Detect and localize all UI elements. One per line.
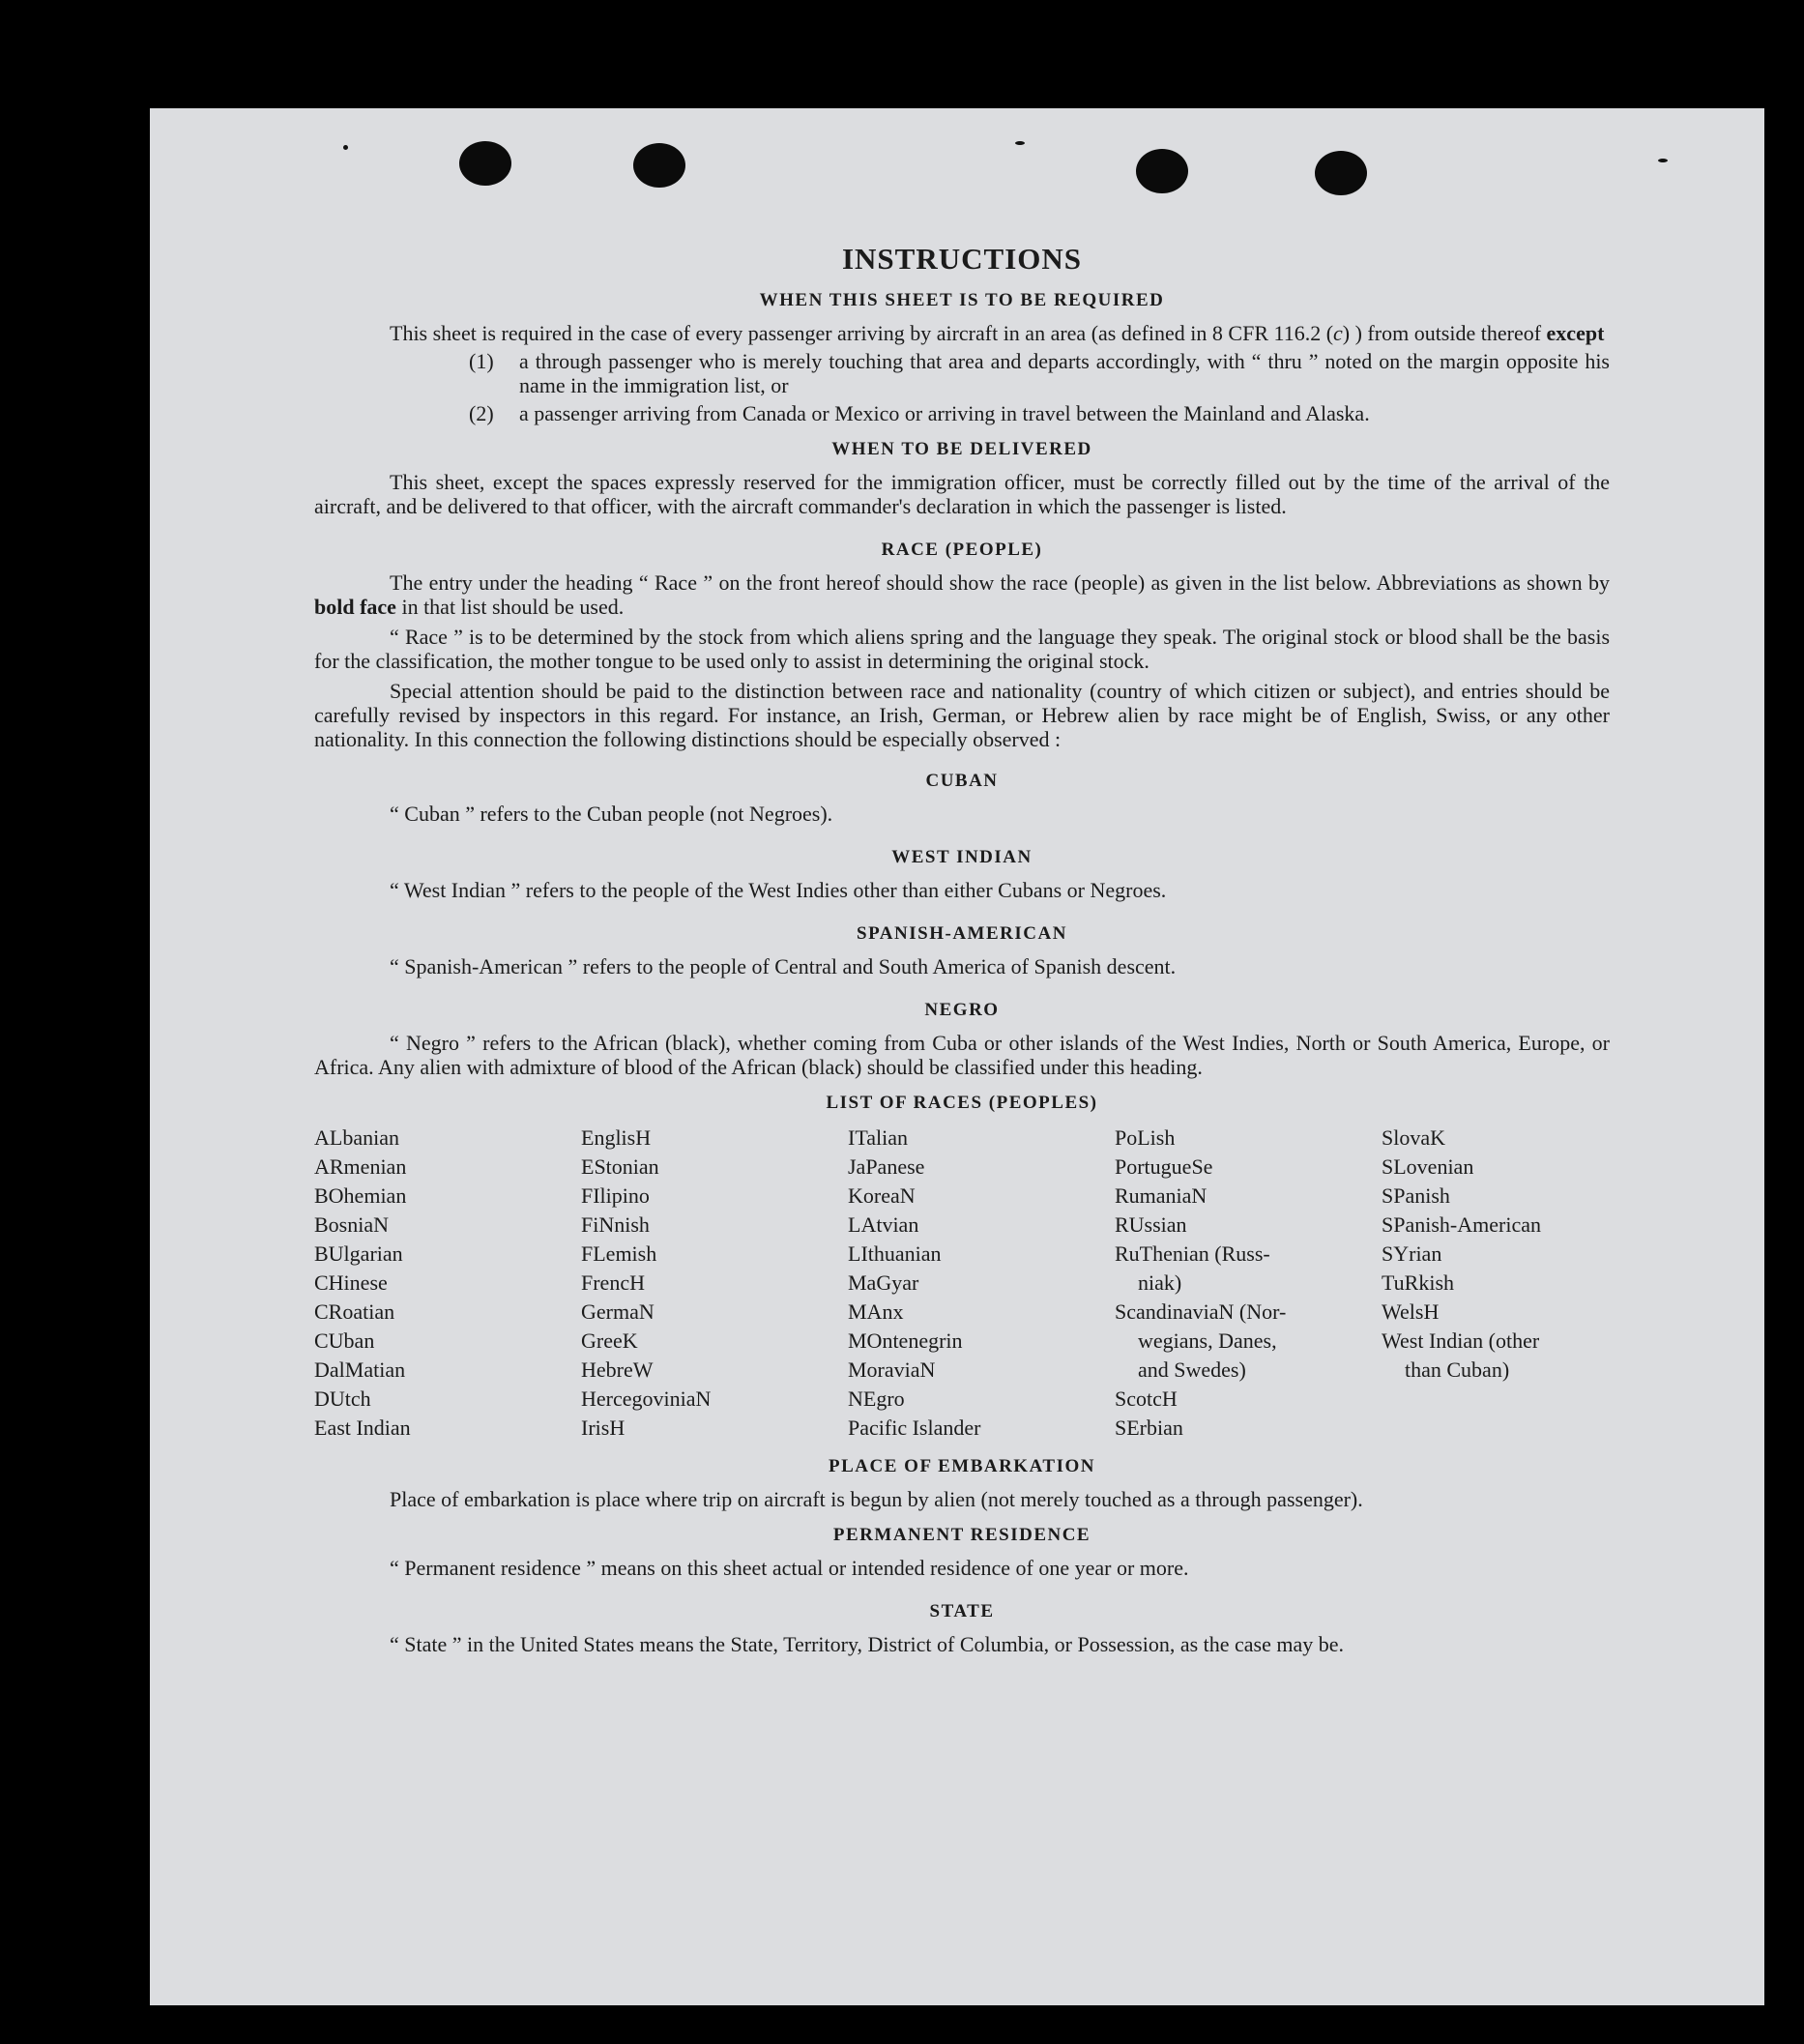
list-item: MOntenegrin xyxy=(848,1329,963,1353)
race-column xyxy=(1382,1124,1614,1443)
list-item: ALbanian xyxy=(314,1125,399,1150)
list-item: NEgro xyxy=(848,1387,905,1411)
list-item: DUtch xyxy=(314,1387,371,1411)
west-indian-text: “ West Indian ” refers to the people of the West Indies other than either Cubans or Negroes. xyxy=(390,878,1167,902)
list-item: SPanish xyxy=(1382,1183,1450,1208)
section-heading: RACE (PEOPLE) xyxy=(881,540,1043,560)
required-intro: This sheet is required in the case of every passenger arriving by aircraft in an area (as defined in 8 CFR 116.2 (c) ) from outside thereof except xyxy=(390,321,1605,345)
list-item: Pacific Islander xyxy=(848,1416,981,1440)
negro-text: “ Negro ” refers to the African (black), whether coming from Cuba or other islands of the West Indies, North or South America, Europe, or Africa. Any alien with admixture of blood of the African (black) should be classified under this heading. xyxy=(314,1031,1610,1079)
list-item: BOhemian xyxy=(314,1183,407,1208)
section-heading: NEGRO xyxy=(924,1000,1000,1020)
section-heading: WEST INDIAN xyxy=(891,847,1033,867)
list-item: than Cuban) xyxy=(1405,1358,1510,1382)
list-item: WelsH xyxy=(1382,1299,1440,1324)
section-heading: LIST OF RACES (PEOPLES) xyxy=(826,1093,1098,1113)
list-item: MAnx xyxy=(848,1299,904,1324)
spanish-american-text: “ Spanish-American ” refers to the people of Central and South America of Spanish descent. xyxy=(390,954,1177,978)
list-item: FiNnish xyxy=(581,1212,650,1237)
list-item: ScotcH xyxy=(1115,1387,1178,1411)
section-heading: STATE xyxy=(929,1601,995,1621)
list-item: GreeK xyxy=(581,1329,638,1353)
list-item: RumaniaN xyxy=(1115,1183,1208,1208)
list-item: FrencH xyxy=(581,1270,645,1295)
race-column xyxy=(581,1124,848,1443)
list-item: LAtvian xyxy=(848,1212,919,1237)
list-item: wegians, Danes, xyxy=(1138,1329,1277,1353)
list-item: HercegovinіaN xyxy=(581,1387,712,1411)
residence-text: “ Permanent residence ” means on this sheet actual or intended residence of one year or more. xyxy=(390,1556,1189,1580)
list-item: FLemish xyxy=(581,1241,657,1266)
list-item: ScandinaviaN (Nor- xyxy=(1115,1299,1287,1324)
embarkation-text: Place of embarkation is place where trip on aircraft is begun by alien (not merely touched as a through passenger). xyxy=(390,1487,1363,1511)
race-paragraph: Special attention should be paid to the distinction between race and nationality (country of which citizen or subject), and entries should be carefully revised by inspectors in this regard. For instance, an Irish, German, or Hebrew alien by race might be of English, Swiss, or any other nationality. In this connection the following distinctions should be especially observed : xyxy=(314,679,1610,751)
list-item: RuThenian (Russ- xyxy=(1115,1241,1270,1266)
punch-hole xyxy=(1136,149,1188,193)
list-item: RUssian xyxy=(1115,1212,1187,1237)
speck xyxy=(1658,159,1668,162)
list-item: LIthuanian xyxy=(848,1241,942,1266)
instructions-body xyxy=(314,242,1610,1656)
list-item: DalMatian xyxy=(314,1358,406,1382)
list-item: SErbian xyxy=(1115,1416,1183,1440)
list-item: PoLish xyxy=(1115,1125,1176,1150)
list-item: KoreaN xyxy=(848,1183,916,1208)
list-item: HebreW xyxy=(581,1358,654,1382)
document-page xyxy=(150,108,1764,2005)
speck xyxy=(1015,141,1025,145)
section-heading: PLACE OF EMBARKATION xyxy=(829,1456,1095,1476)
speck xyxy=(343,145,348,150)
list-item: PortugueSe xyxy=(1115,1154,1213,1179)
page-title: INSTRUCTIONS xyxy=(841,242,1082,276)
punch-hole xyxy=(459,141,511,186)
list-item: and Swedes) xyxy=(1138,1358,1246,1382)
section-heading: SPANISH-AMERICAN xyxy=(857,923,1067,944)
cuban-text: “ Cuban ” refers to the Cuban people (not Negroes). xyxy=(390,802,833,826)
delivered-text: This sheet, except the spaces expressly reserved for the immigration officer, must be correctly filled out by the time of the arrival of the aircraft, and be delivered to that officer, with the aircraft commander's declaration in which the passenger is listed. xyxy=(314,470,1610,518)
list-item: SlovaK xyxy=(1382,1125,1445,1150)
list-item: BUlgarian xyxy=(314,1241,403,1266)
punch-hole xyxy=(1315,151,1367,195)
list-item: niak) xyxy=(1138,1270,1182,1295)
list-item: EStonian xyxy=(581,1154,659,1179)
section-heading: WHEN TO BE DELIVERED xyxy=(831,439,1092,459)
list-item: ITalian xyxy=(848,1125,908,1150)
exception-item: (1) a through passenger who is merely touching that area and departs accordingly, with “ thru ” noted on the margin opposite his name in the immigration list, or xyxy=(469,349,1610,397)
list-item: SYrian xyxy=(1382,1241,1442,1266)
race-paragraph: The entry under the heading “ Race ” on the front hereof should show the race (people) as given in the list below. Abbreviations as shown by bold face in that list should be used. xyxy=(314,570,1610,619)
list-item: ARmenian xyxy=(314,1154,407,1179)
section-heading: WHEN THIS SHEET IS TO BE REQUIRED xyxy=(759,290,1165,310)
race-column xyxy=(314,1124,581,1443)
race-paragraph: “ Race ” is to be determined by the stock from which aliens spring and the language they speak. The original stock or blood shall be the basis for the classification, the mother tongue to be used only to assist in determining the original stock. xyxy=(314,625,1610,673)
race-list xyxy=(314,1124,1610,1443)
list-item: CHinese xyxy=(314,1270,388,1295)
list-item: CUban xyxy=(314,1329,375,1353)
list-item: FIlipino xyxy=(581,1183,650,1208)
race-column xyxy=(1115,1124,1382,1443)
list-item: IrisH xyxy=(581,1416,626,1440)
list-item: JaPanese xyxy=(848,1154,925,1179)
race-column xyxy=(848,1124,1115,1443)
list-item: EnglisH xyxy=(581,1125,652,1150)
section-heading: PERMANENT RESIDENCE xyxy=(832,1525,1091,1545)
list-item: SPanish-American xyxy=(1382,1212,1541,1237)
list-item: GermaN xyxy=(581,1299,655,1324)
list-item: MaGyar xyxy=(848,1270,919,1295)
punch-hole xyxy=(633,143,685,188)
list-item: CRoatian xyxy=(314,1299,395,1324)
list-item: West Indian (other xyxy=(1382,1329,1540,1353)
list-item: East Indian xyxy=(314,1416,411,1440)
list-item: TuRkish xyxy=(1382,1270,1455,1295)
exception-item: (2) a passenger arriving from Canada or Mexico or arriving in travel between the Mainland and Alaska. xyxy=(469,401,1370,425)
list-item: MoraviaN xyxy=(848,1358,936,1382)
state-text: “ State ” in the United States means the State, Territory, District of Columbia, or Possession, as the case may be. xyxy=(390,1632,1345,1656)
list-item: SLovenian xyxy=(1382,1154,1474,1179)
list-item: BosniaN xyxy=(314,1212,389,1237)
section-heading: CUBAN xyxy=(925,771,999,791)
